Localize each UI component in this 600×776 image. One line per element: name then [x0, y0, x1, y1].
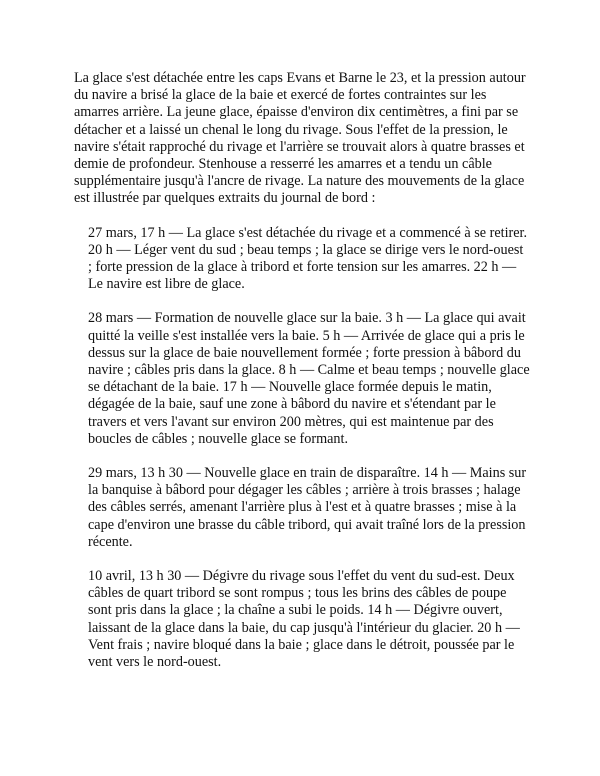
log-entry-march-28: 28 mars — Formation de nouvelle glace sur la baie. 3 h — La glace qui avait quitté la veille s'est installée vers la baie. 5 h — Arrivée de glace qui a pris le dessus sur la glace de baie nouvellement formée ; forte pression à bâbord du navire ; câbles pris dans la glace. 8 h — Calme et beau temps ; nouvelle glace se détachant de la baie. 17 h — Nouvelle glace formée depuis le matin, dégagée de la baie, sauf une zone à bâbord du navire et s'étendant par le travers et vers l'avant sur environ 200 mètres, qui est maintenue par des boucles de câbles ; nouvelle glace se formant. — [88, 310, 530, 447]
document-page — [74, 70, 530, 688]
log-entry-march-27: 27 mars, 17 h — La glace s'est détachée du rivage et a commencé à se retirer. 20 h — Léger vent du sud ; beau temps ; la glace se dirige vers le nord-ouest ; forte pression de la glace à tribord et forte tension sur les amarres. 22 h — Le navire est libre de glace. — [88, 224, 528, 293]
log-entry-april-10: 10 avril, 13 h 30 — Dégivre du rivage sous l'effet du vent du sud-est. Deux câbles de quart tribord se sont rompus ; tous les brins des câbles de poupe sont pris dans la glace ; la chaîne a subi le poids. 14 h — Dégivre ouvert, laissant de la glace dans la baie, du cap jusqu'à l'intérieur du glacier. 20 h — Vent frais ; navire bloqué dans la baie ; glace dans le détroit, poussée par le vent vers le nord-ouest. — [88, 568, 520, 671]
intro-paragraph: La glace s'est détachée entre les caps Evans et Barne le 23, et la pression autour du navire a brisé la glace de la baie et exercé de fortes contraintes sur les amarres arrière. La jeune glace, épaisse d'environ dix centimètres, a fini par se détacher et a laissé un chenal le long du rivage. Sous l'effet de la pression, le navire s'était rapproché du rivage et l'arrière se trouvait alors à quatre brasses et demie de profondeur. Stenhouse a resserré les amarres et a tendu un câble supplémentaire jusqu'à l'ancre de rivage. La nature des mouvements de la glace est illustrée par quelques extraits du journal de bord : — [74, 70, 526, 207]
log-entry-march-29: 29 mars, 13 h 30 — Nouvelle glace en train de disparaître. 14 h — Mains sur la banquise à bâbord pour dégager les câbles ; arrière à trois brasses ; halage des câbles serrés, amenant l'arrière plus à l'est et à quatre brasses ; mise à la cape d'environ une brasse du câble tribord, qui avait traîné lors de la pression récente. — [88, 465, 527, 550]
